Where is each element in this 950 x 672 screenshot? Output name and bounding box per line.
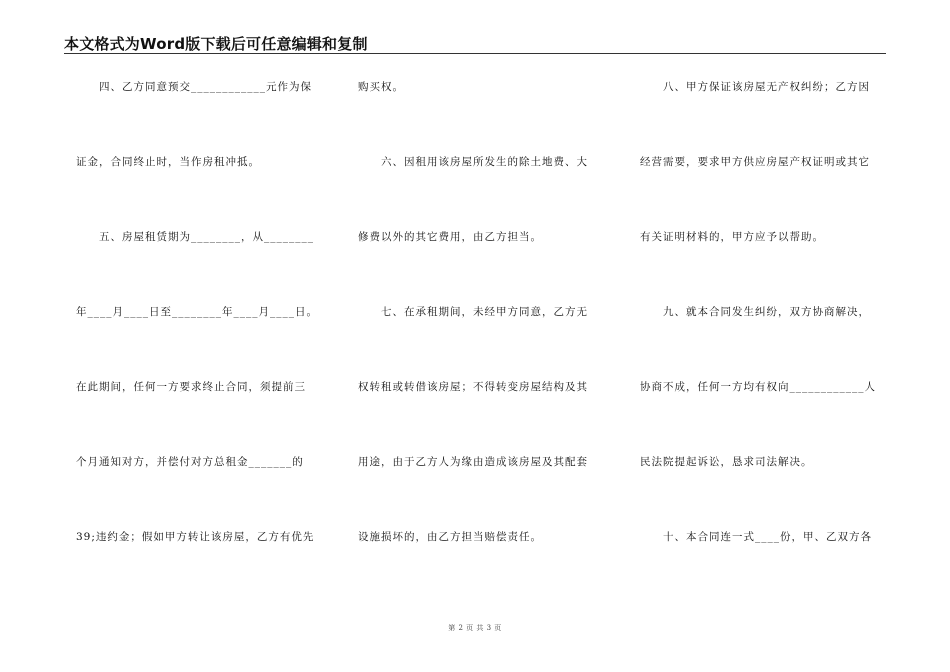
text-line: 个月通知对方，并偿付对方总租金_______的 xyxy=(76,456,304,468)
text-line: 民法院提起诉讼，恳求司法解决。 xyxy=(640,456,813,468)
text-line: 证金，合同终止时，当作房租冲抵。 xyxy=(76,156,260,168)
text-line: 七、在承租期间，未经甲方同意，乙方无 xyxy=(358,306,588,318)
header-divider xyxy=(64,53,886,54)
text-line: 有关证明材料的，甲方应予以帮助。 xyxy=(640,231,824,243)
text-line: 八、甲方保证该房屋无产权纠纷；乙方因 xyxy=(640,81,870,93)
text-line: 权转租或转借该房屋；不得转变房屋结构及其 xyxy=(358,381,588,393)
document-header-title: 本文格式为Word版下载后可任意编辑和复制 xyxy=(64,35,368,53)
text-line: 六、因租用该房屋所发生的除土地费、大 xyxy=(358,156,588,168)
text-line: 九、就本合同发生纠纷，双方协商解决， xyxy=(640,306,870,318)
text-line: 十、本合同连一式____份，甲、乙双方各 xyxy=(640,531,872,543)
text-line: 协商不成，任何一方均有权向____________人 xyxy=(640,381,876,393)
text-line: 经营需要，要求甲方供应房屋产权证明或其它 xyxy=(640,156,870,168)
text-line: 在此期间，任何一方要求终止合同，须提前三 xyxy=(76,381,306,393)
text-line: 修费以外的其它费用，由乙方担当。 xyxy=(358,231,542,243)
text-line: 39;违约金；假如甲方转让该房屋，乙方有优先 xyxy=(76,531,315,543)
text-line: 用途，由于乙方人为缘由造成该房屋及其配套 xyxy=(358,456,588,468)
text-line: 购买权。 xyxy=(358,81,404,93)
text-line: 五、房屋租赁期为________，从________ xyxy=(76,231,314,243)
text-line: 设施损坏的，由乙方担当赔偿责任。 xyxy=(358,531,542,543)
page-number: 第 2 页 共 3 页 xyxy=(448,624,502,632)
text-line: 年____月____日至________年____月____日。 xyxy=(76,306,318,318)
text-line: 四、乙方同意预交____________元作为保 xyxy=(76,81,312,93)
